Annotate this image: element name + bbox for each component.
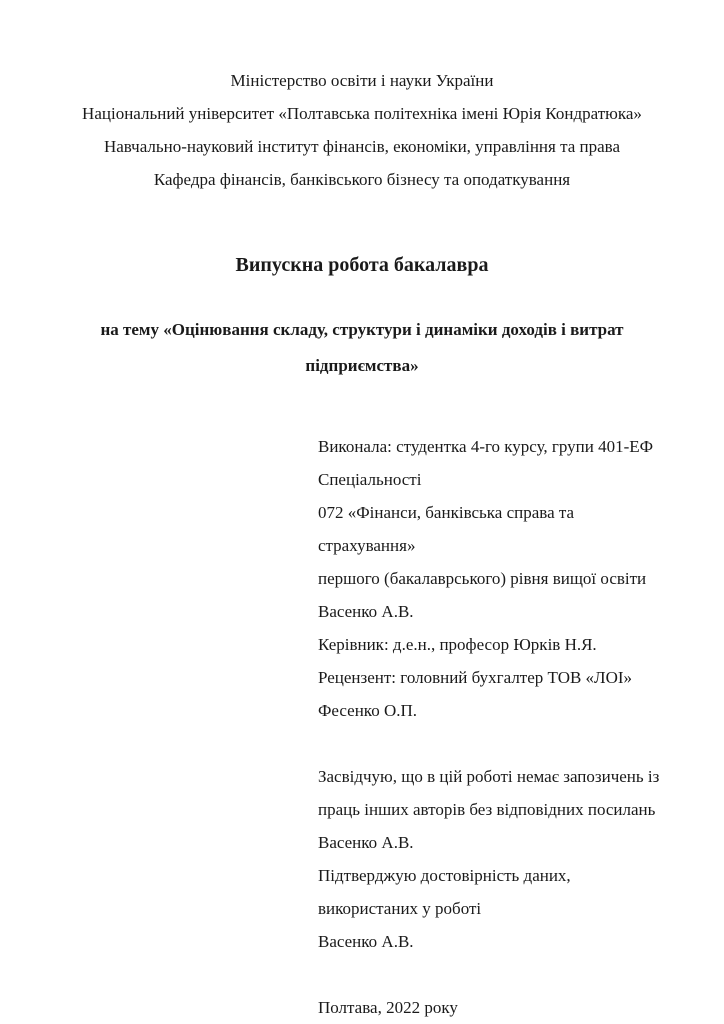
institute-name-line: Навчально-науковий інститут фінансів, економіки, управління та права: [103, 137, 621, 156]
ministry-line: Міністерство освіти і науки України: [230, 71, 494, 90]
attribution-block: [318, 430, 668, 727]
degree-level-line: першого (бакалаврського) рівня вищої освіти: [318, 569, 647, 588]
declaration-signature-2: Васенко А.В.: [318, 932, 414, 951]
declaration-line-4: використаних у роботі: [318, 899, 482, 918]
reviewer-name-line: Фесенко О.П.: [318, 701, 417, 720]
declaration-signature-1: Васенко А.В.: [318, 833, 414, 852]
author-name-line: Васенко А.В.: [318, 602, 414, 621]
declaration-line-3: Підтверджую достовірність даних,: [318, 866, 571, 885]
specialty-code-line: 072 «Фінанси, банківська справа та страхування»: [318, 503, 575, 555]
declaration-line-1: Засвідчую, що в цій роботі немає запозичень із: [318, 767, 660, 786]
author-line: Виконала: студентка 4-го курсу, групи 401-ЕФ: [318, 437, 654, 456]
declaration-line-2: праць інших авторів без відповідних посилань: [318, 800, 656, 819]
thesis-topic-line-2: підприємства»: [305, 356, 419, 375]
thesis-topic: [56, 312, 668, 384]
thesis-topic-line-1: на тему «Оцінювання складу, структури і динаміки доходів і витрат: [100, 320, 624, 339]
university-name-line: Національний університет «Полтавська політехніка імені Юрія Кондратюка»: [82, 104, 642, 123]
place-and-year: Полтава, 2022 року: [318, 998, 458, 1017]
declaration-block: [318, 760, 668, 958]
reviewer-line: Рецензент: головний бухгалтер ТОВ «ЛОІ»: [318, 668, 633, 687]
supervisor-line: Керівник: д.е.н., професор Юрків Н.Я.: [318, 635, 597, 654]
thesis-title: Випускна робота бакалавра: [235, 254, 489, 276]
specialty-label-line: Спеціальності: [318, 470, 422, 489]
department-name-line: Кафедра фінансів, банківського бізнесу та оподаткування: [153, 170, 571, 189]
institution-header: [56, 64, 668, 196]
